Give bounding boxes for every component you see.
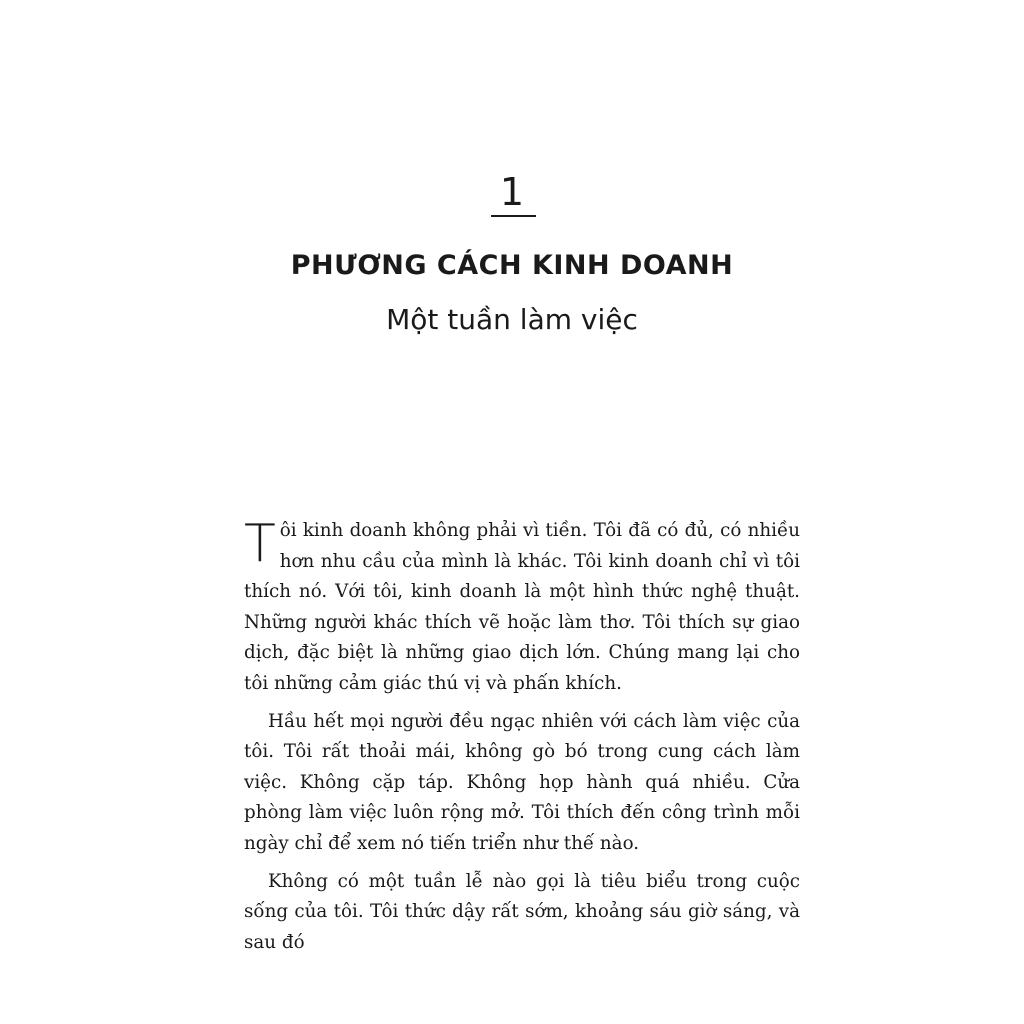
chapter-number: 1: [499, 170, 525, 214]
paragraph-1: [244, 516, 800, 700]
chapter-body: [244, 516, 800, 965]
paragraph-3: Không có một tuần lễ nào gọi là tiêu biểu trong cuộc sống của tôi. Tôi thức dậy rất sớm, khoảng sáu giờ sáng, và sau đó: [244, 870, 800, 953]
chapter-divider: [491, 215, 536, 217]
paragraph-1-text: ôi kinh doanh không phải vì tiền. Tôi đã có đủ, có nhiều hơn nhu cầu của mình là khác. Tôi kinh doanh chỉ vì tôi thích nó. Với tôi, kinh doanh là một hình thức nghệ thuật. Những người khác thích vẽ hoặc làm thơ. Tôi thích sự giao dịch, đặc biệt là những giao dịch lớn. Chúng mang lại cho tôi những cảm giác thú vị và phấn khích.: [244, 520, 800, 694]
paragraph-2: Hầu hết mọi người đều ngạc nhiên với cách làm việc của tôi. Tôi rất thoải mái, không gò bó trong cung cách làm việc. Không cặp táp. Không họp hành quá nhiều. Cửa phòng làm việc luôn rộng mở. Tôi thích đến công trình mỗi ngày chỉ để xem nó tiến triển như thế nào.: [244, 710, 800, 854]
drop-cap: T: [244, 514, 276, 574]
chapter-title: PHƯƠNG CÁCH KINH DOANH: [290, 250, 734, 281]
chapter-subtitle: Một tuần làm việc: [386, 303, 638, 336]
